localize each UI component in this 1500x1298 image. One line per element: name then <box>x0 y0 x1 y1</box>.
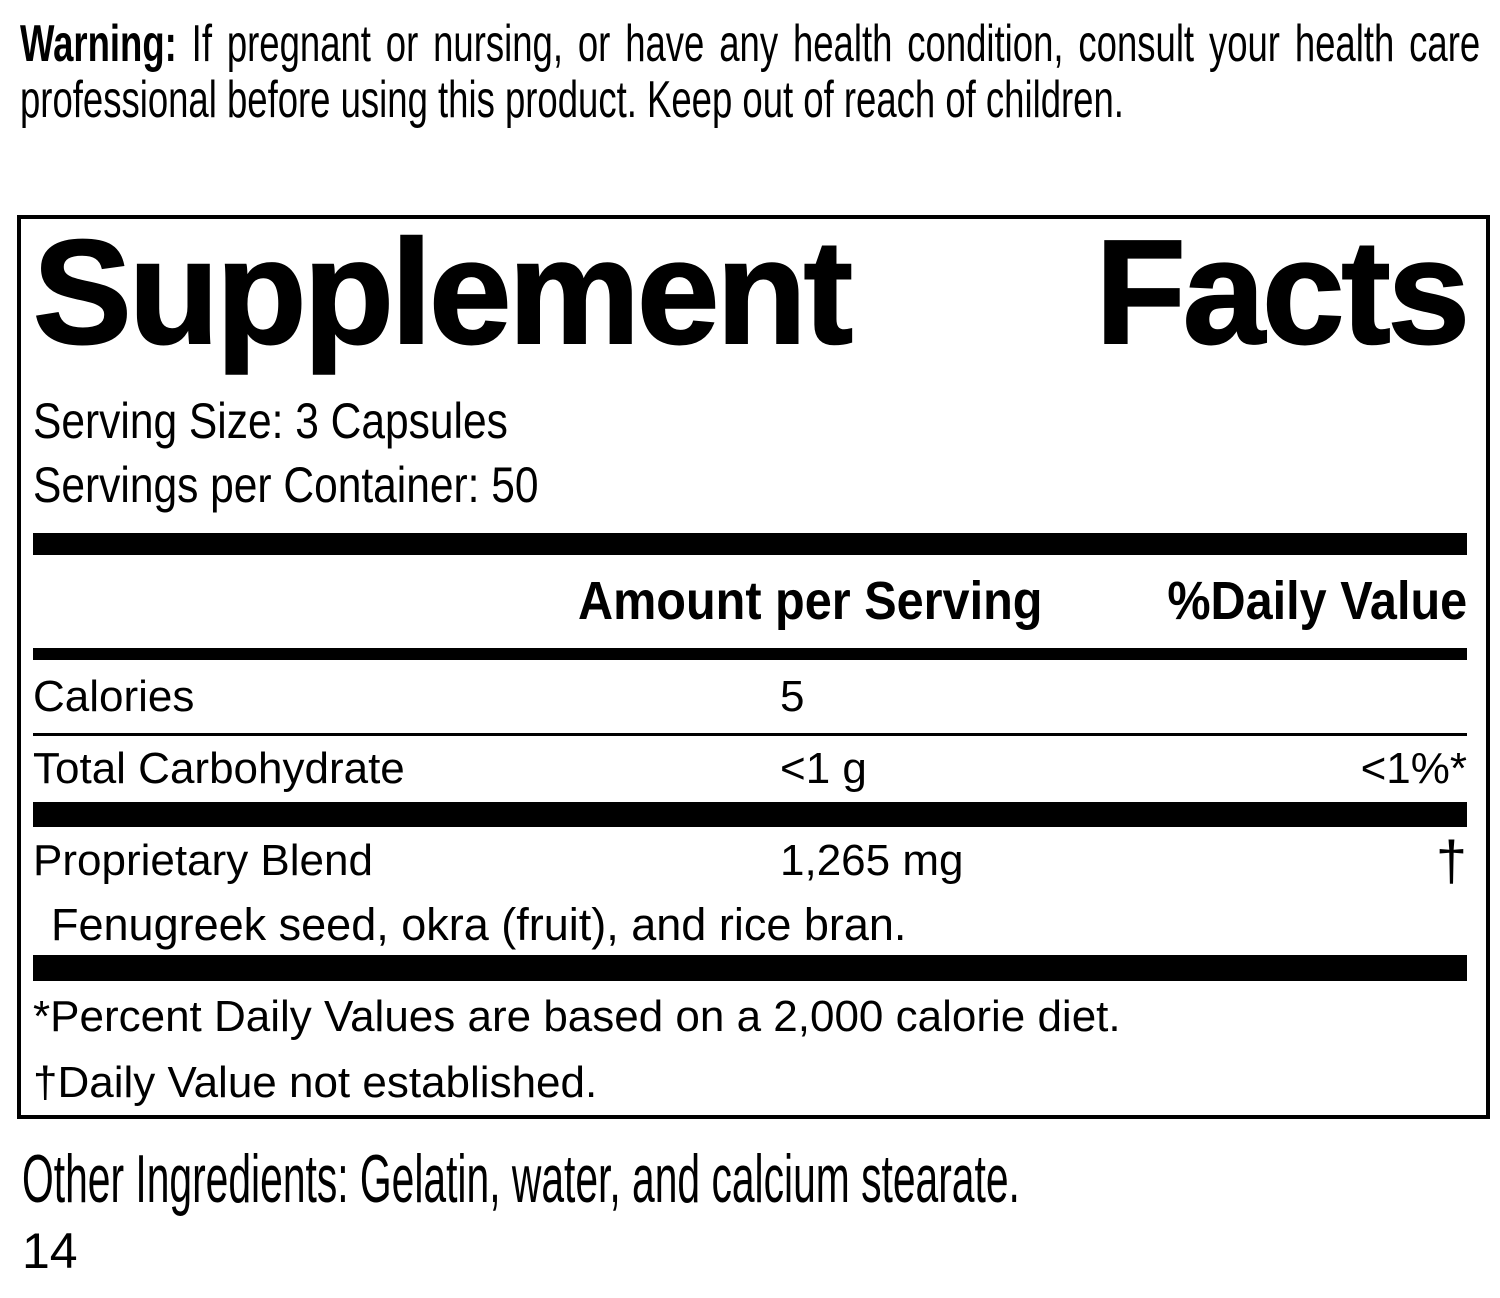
supplement-facts-panel <box>17 210 1490 1119</box>
column-header-row <box>33 555 1467 648</box>
dagger-value: † <box>1435 829 1467 892</box>
warning-label: Warning: <box>20 15 177 73</box>
warning-text <box>20 16 1480 128</box>
row-daily-value: <1%* <box>1360 744 1467 793</box>
row-amount: 1,265 mg <box>780 836 964 885</box>
warning-body: If pregnant or nursing, or have any health condition, consult your health care professional before using this product. Keep out of reach of children. <box>20 15 1481 129</box>
supplement-facts-title <box>33 210 1467 375</box>
serving-size-line <box>33 389 1467 453</box>
title-word-supplement: Supplement <box>33 210 850 375</box>
serving-info <box>33 389 1467 517</box>
divider-header-thick <box>33 648 1467 660</box>
footnote-daily-value-not-established: †Daily Value not established. <box>33 1058 598 1107</box>
divider-section-thick <box>33 802 1467 827</box>
other-ingredients-text: Other Ingredients: Gelatin, water, and calcium stearate. <box>22 1141 1020 1217</box>
row-label: Calories <box>33 672 195 721</box>
serving-size-text: Serving Size: 3 Capsules <box>33 393 508 449</box>
row-amount: 5 <box>780 672 805 721</box>
title-word-facts: Facts <box>1095 210 1467 375</box>
servings-per-container-text: Servings per Container: 50 <box>33 457 539 513</box>
row-label: Proprietary Blend <box>33 836 373 885</box>
daily-value-header: %Daily Value <box>1167 571 1467 631</box>
warning-section <box>20 16 1480 186</box>
page-number: 14 <box>22 1223 78 1279</box>
other-ingredients-section <box>22 1143 1500 1215</box>
footnote-percent-daily-values: *Percent Daily Values are based on a 2,000 calorie diet. <box>33 992 1121 1041</box>
row-total-carbohydrate <box>33 736 1467 802</box>
divider-bottom-thick <box>33 955 1467 981</box>
row-calories <box>33 660 1467 736</box>
row-proprietary-blend <box>33 827 1467 895</box>
row-label: Total Carbohydrate <box>33 744 405 793</box>
servings-per-container-line <box>33 453 1467 517</box>
divider-top-thick <box>33 533 1467 555</box>
row-amount: <1 g <box>780 744 867 793</box>
proprietary-blend-description: Fenugreek seed, okra (fruit), and rice bran. <box>51 899 907 950</box>
amount-per-serving-header: Amount per Serving <box>578 571 1043 631</box>
